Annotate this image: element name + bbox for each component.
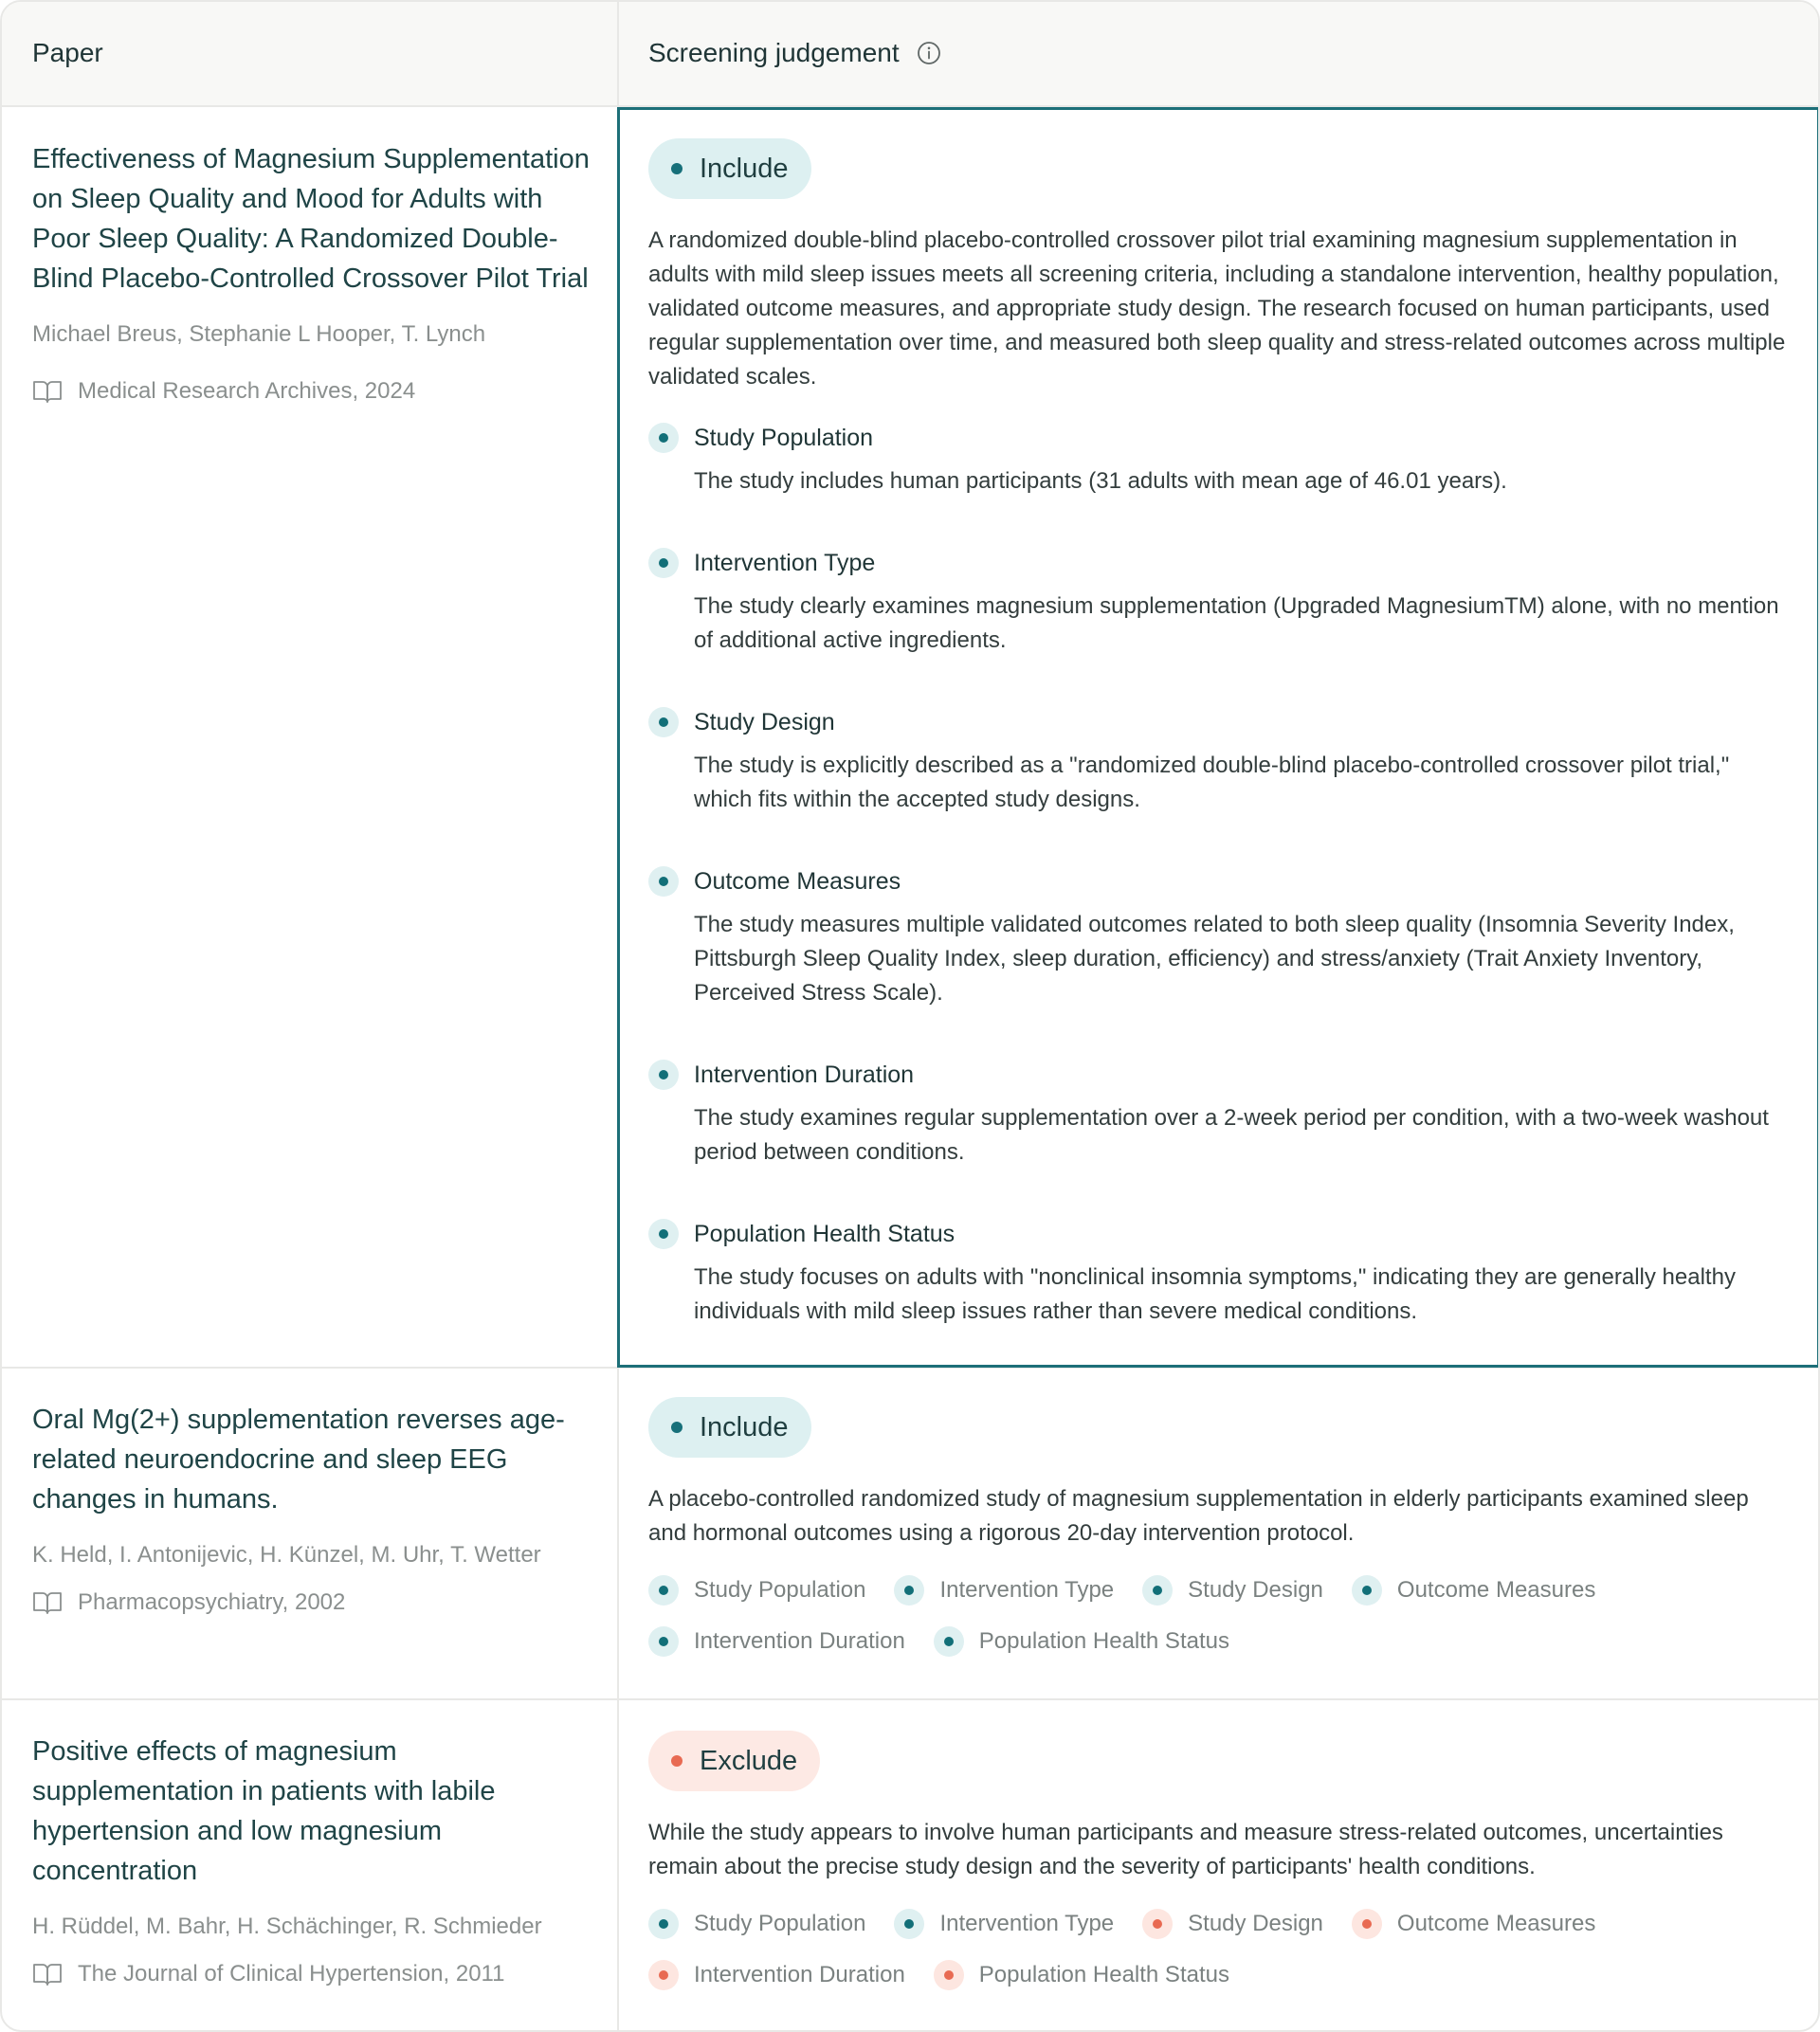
criterion-pass-icon [894,1909,924,1939]
criterion-outcome-measures [648,866,1786,1010]
column-header-judgement[interactable] [648,38,941,68]
criterion-fail-icon [934,1960,964,1990]
criterion-pass-icon [648,1575,679,1606]
paper-venue [32,378,592,405]
criterion-pass-icon [934,1626,964,1657]
paper-venue-text: The Journal of Clinical Hypertension, 2011 [78,1961,505,1987]
criterion-pass-icon [648,423,679,453]
decision-dot-icon [671,1755,682,1767]
decision-pill-include [648,1397,811,1458]
criterion-chip[interactable] [1142,1909,1323,1939]
table-row-paper[interactable] [32,139,592,405]
table-header [2,2,1820,107]
criterion-pass-icon [648,1060,679,1090]
criterion-name: Intervention Duration [694,1061,915,1088]
book-icon [32,1590,63,1615]
judgement-cell[interactable] [648,1397,1786,1657]
criterion-chip[interactable] [648,1909,865,1939]
criterion-pass-icon [648,1219,679,1249]
criterion-chip-label: Study Design [1188,1577,1323,1603]
criterion-pass-icon [648,866,679,897]
criterion-fail-icon [648,1960,679,1990]
criterion-detail: The study examines regular supplementation over a 2-week period per condition, with a two-week washout period between conditions. [694,1105,1769,1165]
criterion-name: Intervention Type [694,549,876,576]
criterion-chip-label: Population Health Status [978,1628,1229,1654]
criterion-study-design [648,707,1786,817]
criteria-chips [648,1909,1776,1990]
criterion-pass-icon [648,1909,679,1939]
criterion-chip-label: Intervention Type [939,1577,1115,1603]
judgement-summary: A placebo-controlled randomized study of magnesium supplementation in elderly participants examined sleep and hormonal outcomes using a rigorous 20-day intervention protocol. [648,1486,1749,1546]
criterion-pass-icon [894,1575,924,1606]
criterion-chip-label: Intervention Duration [694,1962,905,1987]
criterion-chip-label: Outcome Measures [1396,1577,1596,1603]
criterion-pass-icon [1142,1575,1173,1606]
criterion-pass-icon [648,707,679,737]
row-divider [2,1698,1820,1700]
judgement-cell[interactable] [648,1731,1786,1990]
decision-dot-icon [671,1422,682,1433]
criterion-chip[interactable] [648,1960,905,1990]
criterion-chip-label: Study Population [694,1911,866,1936]
table-row-paper[interactable] [32,1732,592,1987]
table-row-paper[interactable] [32,1400,592,1616]
paper-title[interactable]: Positive effects of magnesium supplementation in patients with labile hypertension and low magnesium concentration [32,1736,496,1886]
decision-pill-exclude [648,1731,820,1791]
judgement-summary: A randomized double-blind placebo-controlled crossover pilot trial examining magnesium supplementation in adults with mild sleep issues meets all screening criteria, including a standalone intervention, healthy population, validated outcome measures, and appropriate study design. The research focused on human participants, used regular supplementation over time, and measured both sleep quality and stress-related outcomes across multiple validated scales. [648,227,1786,390]
paper-title[interactable]: Oral Mg(2+) supplementation reverses age-related neuroendocrine and sleep EEG changes in humans. [32,1405,565,1515]
criterion-population-health-status [648,1219,1786,1329]
criterion-chip[interactable] [894,1909,1114,1939]
paper-venue-text: Medical Research Archives, 2024 [78,378,416,404]
criterion-study-population [648,423,1786,499]
criterion-detail: The study includes human participants (31 adults with mean age of 46.01 years). [694,468,1507,494]
decision-pill-include [648,138,811,199]
book-icon [32,379,63,404]
criterion-intervention-type [648,548,1786,658]
criterion-chip-label: Intervention Duration [694,1628,905,1654]
info-circle-icon[interactable] [917,41,941,65]
criterion-fail-icon [1352,1909,1382,1939]
decision-label: Include [700,1411,789,1442]
column-header-judgement-label: Screening judgement [648,38,900,67]
paper-authors: K. Held, I. Antonijevic, H. Künzel, M. Uhr, T. Wetter [32,1542,541,1568]
criteria-chips [648,1575,1776,1657]
decision-label: Include [700,153,789,184]
judgement-cell[interactable] [648,138,1786,1329]
criterion-chip[interactable] [1142,1575,1323,1606]
criterion-name: Outcome Measures [694,867,901,895]
criterion-detail: The study is explicitly described as a "randomized double-blind placebo-controlled crossover pilot trial," which fits within the accepted study designs. [694,753,1730,812]
criterion-chip[interactable] [894,1575,1114,1606]
criterion-chip-label: Intervention Type [939,1911,1115,1936]
criterion-pass-icon [648,1626,679,1657]
decision-label: Exclude [700,1745,798,1776]
criterion-fail-icon [1142,1909,1173,1939]
criterion-pass-icon [648,548,679,578]
column-header-paper[interactable]: Paper [32,38,103,67]
criterion-intervention-duration [648,1060,1786,1170]
criterion-chip[interactable] [648,1575,865,1606]
criterion-detail: The study clearly examines magnesium supplementation (Upgraded MagnesiumTM) alone, with no mention of additional active ingredients. [694,593,1779,653]
criterion-chip[interactable] [934,1626,1229,1657]
judgement-summary: While the study appears to involve human participants and measure stress-related outcomes, uncertainties remain about the precise study design and the severity of participants' health conditions. [648,1820,1723,1879]
paper-venue [32,1589,592,1616]
criterion-name: Study Population [694,424,874,451]
criterion-chip[interactable] [934,1960,1229,1990]
criterion-detail: The study focuses on adults with "nonclinical insomnia symptoms," indicating they are generally healthy individuals with mild sleep issues rather than severe medical conditions. [694,1264,1736,1324]
paper-venue-text: Pharmacopsychiatry, 2002 [78,1589,346,1615]
criterion-chip[interactable] [648,1626,905,1657]
book-icon [32,1962,63,1987]
paper-title[interactable]: Effectiveness of Magnesium Supplementation on Sleep Quality and Mood for Adults with Poor Sleep Quality: A Randomized Double-Blind Placebo-Controlled Crossover Pilot Trial [32,144,590,294]
criterion-chip-label: Population Health Status [978,1962,1229,1987]
criterion-chip-label: Study Design [1188,1911,1323,1936]
criterion-name: Study Design [694,708,835,735]
paper-authors: H. Rüddel, M. Bahr, H. Schächinger, R. Schmieder [32,1914,542,1939]
paper-venue [32,1961,592,1987]
criterion-chip-label: Study Population [694,1577,866,1603]
criterion-pass-icon [1352,1575,1382,1606]
criterion-chip[interactable] [1352,1909,1595,1939]
criterion-detail: The study measures multiple validated outcomes related to both sleep quality (Insomnia Severity Index, Pittsburgh Sleep Quality Index, sleep duration, efficiency) and stress/anxiety (Trait Anxiety Inventory, Perceived Stress Scale). [694,912,1735,1006]
decision-dot-icon [671,163,682,174]
criterion-chip[interactable] [1352,1575,1595,1606]
paper-authors: Michael Breus, Stephanie L Hooper, T. Lynch [32,321,486,347]
criterion-chip-label: Outcome Measures [1396,1911,1596,1936]
criterion-name: Population Health Status [694,1220,956,1247]
